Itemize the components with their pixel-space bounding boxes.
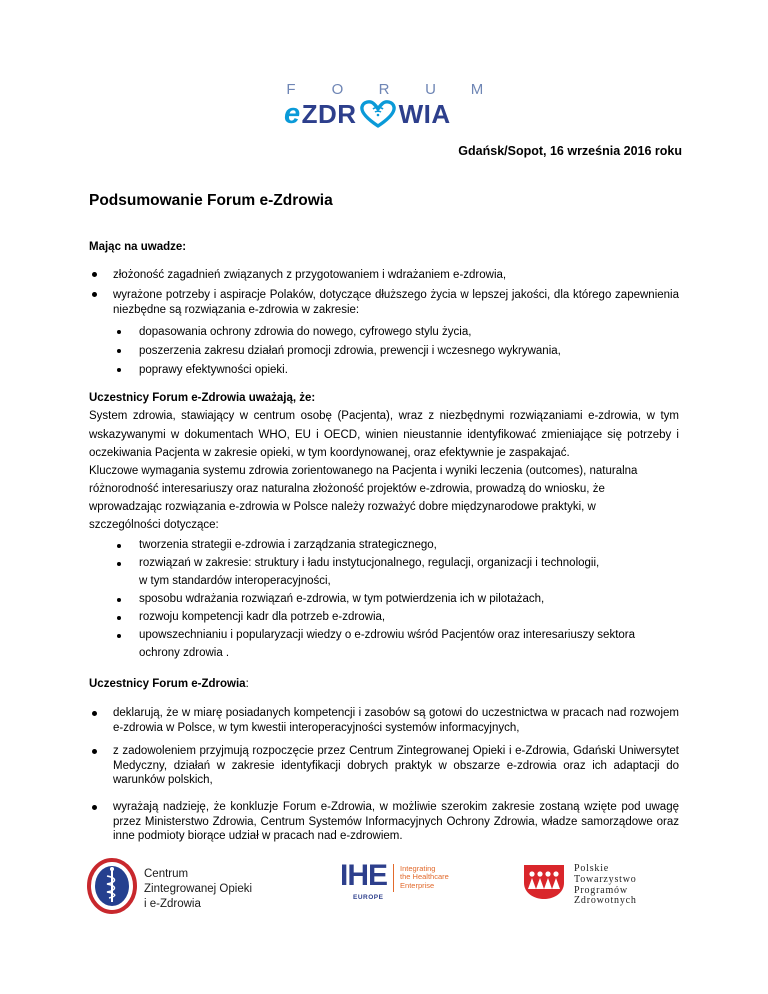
list-item: z zadowoleniem przyjmują rozpoczęcie przez Centrum Zintegrowanej Opieki i e-Zdrowia, Gdański Uniwersytet Medyczny, działań w zakresie identyfikacji dobrych praktyk w obszarze e-zdrowia oraz ich adaptacji do warunków polskich, [113,745,679,786]
section-heading-text: Uczestnicy Forum e-Zdrowia [89,678,246,690]
list-item: wyrażają nadzieję, że konkluzje Forum e-Zdrowia, w możliwie szerokim zakresie zostaną wzięte pod uwagę przez Ministerstwo Zdrowia, Centrum Systemów Informacyjnych Ochrony Zdrowia, władze samorządowe oraz inne podmioty biorące udział w pracach nad e-zdrowiem. [113,801,679,842]
paragraph-line: szczególności dotyczące: [89,519,219,531]
bullet-icon [117,330,121,334]
logo-letter: O [331,81,344,98]
paragraph-line: Kluczowe wymagania systemu zdrowia zorientowanego na Pacjenta i wyniki leczenia (outcomes), naturalna [89,465,638,477]
logo-letter: M [470,81,484,98]
sub-list-item: sposobu wdrażania rozwiązań e-zdrowia, w tym potwierdzenia ich w pilotażach, [139,593,545,605]
logo-zdr: ZDR [301,98,357,129]
list-item: złożoność zagadnień związanych z przygotowaniem i wdrażaniem e-zdrowia, [113,269,507,281]
section-heading [89,678,249,690]
czop-line: Centrum [144,868,189,880]
ihe-tagline [400,865,449,890]
logo-forum-word [284,81,484,98]
list-item: deklarują, że w miarę posiadanych kompetencji i zasobów są gotowi do uczestnictwa w pracach nad rozwojem e-zdrowia w Polsce, w tym kwestii interoperacyjności systemów informacyjnych, [113,707,679,734]
bullet-icon [92,805,97,810]
ptpz-line: Towarzystwo [574,873,637,885]
list-item: wyrażone potrzeby i aspiracje Polaków, dotyczące dłuższego życia w lepszej jakości, dla którego zapewnienia niezbędne są rozwiązania e-zdrowia w zakresie: [113,289,679,316]
section-heading: Uczestnicy Forum e-Zdrowia uważają, że: [89,392,316,404]
sub-list-item: dopasowania ochrony zdrowia do nowego, cyfrowego stylu życia, [139,326,472,338]
bullet-icon [117,349,121,353]
logo-wia: WIA [398,98,451,129]
sub-list-item-cont: ochrony zdrowia . [139,647,230,659]
logo-letter: U [425,81,436,98]
ptpz-text [574,864,637,907]
page-title: Podsumowanie Forum e-Zdrowia [89,192,333,209]
ptpz-people-icon [522,861,566,901]
section-heading-colon: : [245,678,249,690]
ptpz-line: Programów [574,884,628,896]
sub-list-item: upowszechnianiu i popularyzacji wiedzy o e-zdrowiu wśród Pacjentów oraz interesariuszy sektora [139,629,636,641]
bullet-icon [92,749,97,754]
bullet-icon [92,272,97,277]
logo-ezdrowia [284,99,451,129]
logo-e: e [284,97,301,130]
sub-list-item: rozwiązań w zakresie: struktury i ładu instytucjonalnego, regulacji, organizacji i technologii, [139,557,600,569]
czop-logo-text [144,867,252,912]
paragraph-line: różnorodność interesariuszy oraz naturalna złożoność projektów e-zdrowia, prowadzą do wniosku, że [89,483,605,495]
logo-letter: F [286,81,296,98]
ihe-tagline-line: Integrating [400,864,436,873]
sub-list-item: poszerzenia zakresu działań promocji zdrowia, prewencji i wczesnego wykrywania, [139,345,561,357]
bullet-icon [117,634,121,638]
ptpz-line: Polskie [574,863,610,874]
section-heading: Mając na uwadze: [89,241,187,253]
sub-list-item: rozwoju kompetencji kadr dla potrzeb e-zdrowia, [139,611,386,623]
ptpz-line: Zdrowotnych [574,895,637,907]
bullet-icon [117,598,121,602]
bullet-icon [117,544,121,548]
ptpz-logo [522,861,637,907]
paragraph-line: wprowadzając rozwiązania e-zdrowia w Polsce należy rozważyć dobre międzynarodowe praktyki, w [89,501,596,513]
ihe-europe-logo [340,859,449,901]
dateline: Gdańsk/Sopot, 16 września 2016 roku [458,144,682,158]
gumed-seal-icon [87,858,137,914]
czop-line: Zintegrowanej Opieki [144,883,253,895]
czop-line: i e-Zdrowia [144,898,201,910]
bullet-icon [92,292,97,297]
sub-list-item: tworzenia strategii e-zdrowia i zarządzania strategicznego, [139,539,437,551]
sub-list-item: poprawy efektywności opieki. [139,364,288,376]
sub-list-item-cont: w tym standardów interoperacyjności, [139,575,331,587]
ihe-mark: IHE [340,859,388,892]
paragraph: System zdrowia, stawiający w centrum osobę (Pacjenta), wraz z niezbędnymi rozwiązaniami e-zdrowia, w tym wskazywanymi w dokumentach WHO, EU i OECD, winien nieustannie identyfikować zmieniające się potrzeby i oczekiwania Pacjenta w zakresie opieki, w tym koordynowanej, oraz efektywnie je zaspakajać. [89,410,679,460]
ihe-tagline-line: Enterprise [400,880,435,890]
bullet-icon [92,711,97,716]
ihe-tagline-line: the Healthcare [400,872,449,882]
ihe-europe: EUROPE [353,894,384,901]
heart-icon [358,99,398,129]
logo-letter: R [378,81,390,98]
bullet-icon [117,562,121,566]
ihe-divider [393,864,394,892]
bullet-icon [117,368,121,372]
bullet-icon [117,616,121,620]
